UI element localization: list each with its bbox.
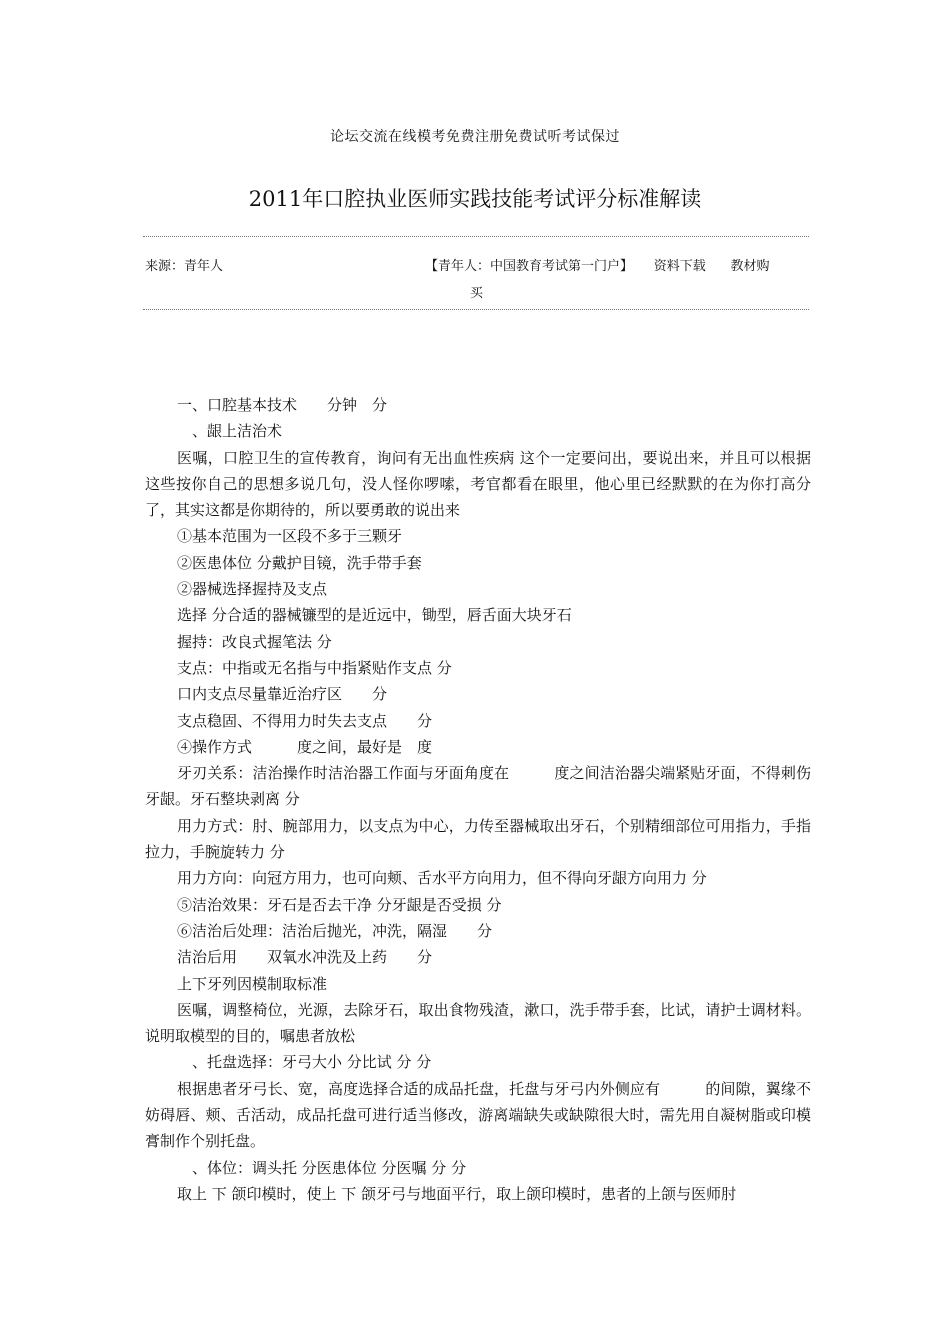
- source-label: 来源：青年人: [145, 259, 224, 274]
- meta-links: [425, 255, 810, 301]
- paragraph: 、龈上洁治术: [177, 422, 283, 441]
- buy-link-continued[interactable]: 买: [470, 286, 484, 301]
- portal-label: 【青年人：中国教育考试第一门户】: [425, 259, 634, 274]
- paragraph: 、体位：调头托 分医患体位 分医嘱 分 分: [177, 1158, 467, 1177]
- paragraph: 上下牙列因模制取标准: [177, 974, 328, 993]
- paragraph: 牙刃关系：洁治操作时洁治器工作面与牙面角度在 度之间洁治器尖端紧贴牙面，不得刺伤牙龈。牙石整块剥离 分: [145, 764, 811, 809]
- divider-top: [143, 236, 809, 237]
- paragraph: 一、口腔基本技术 分钟 分: [177, 396, 388, 414]
- top-note: 论坛交流在线模考免费注册免费试听考试保过: [330, 129, 620, 145]
- paragraph: ④操作方式 度之间，最好是 度: [177, 737, 433, 756]
- page-title: 2011年口腔执业医师实践技能考试评分标准解读: [248, 187, 702, 211]
- paragraph: 取上 下 颌印模时，使上 下 颌牙弓与地面平行，取上颌印模时，患者的上颌与医师肘: [177, 1184, 737, 1203]
- meta-row: [425, 255, 770, 274]
- paragraph: 口内支点尽量靠近治疗区 分: [177, 685, 388, 704]
- paragraph: 握持：改良式握笔法 分: [177, 632, 332, 651]
- paragraph: ⑥洁治后处理：洁治后抛光，冲洗，隔湿 分: [177, 921, 493, 940]
- paragraph: 用力方式：肘、腕部用力，以支点为中心，力传至器械取出牙石，个别精细部位可用指力，手指拉力，手腕旋转力 分: [145, 816, 811, 862]
- divider-bottom: [143, 309, 809, 310]
- paragraph: 洁治后用 双氧水冲洗及上药 分: [177, 948, 433, 967]
- paragraph: 、托盘选择：牙弓大小 分比试 分 分: [177, 1053, 432, 1072]
- download-link[interactable]: 资料下载: [653, 259, 706, 274]
- paragraph: 用力方向：向冠方用力，也可向颊、舌水平方向用力，但不得向牙龈方向用力 分: [177, 869, 707, 888]
- paragraph: ②器械选择握持及支点: [177, 580, 328, 599]
- paragraph: ⑤洁治效果：牙石是否去干净 分牙龈是否受损 分: [177, 895, 502, 914]
- buy-link[interactable]: 教材购: [730, 259, 770, 274]
- paragraph: 支点：中指或无名指与中指紧贴作支点 分: [177, 658, 452, 677]
- paragraph: ②医患体位 分戴护目镜，洗手带手套: [177, 553, 422, 572]
- paragraph: 医嘱，调整椅位，光源，去除牙石，取出食物残渣，漱口，洗手带手套，比试，请护士调材料。说明取模型的目的，嘱患者放松: [145, 1000, 811, 1046]
- article-body: [145, 392, 811, 1207]
- paragraph: 选择 分合适的器械镰型的是近远中，锄型，唇舌面大块牙石: [177, 606, 572, 625]
- paragraph: ①基本范围为一区段不多于三颗牙: [177, 527, 403, 546]
- paragraph: 医嘱，口腔卫生的宣传教育，询问有无出血性疾病 这个一定要问出，要说出来，并且可以根据这些按你自己的思想多说几句，没人怪你啰嗦，考官都看在眼里，他心里已经默默的在为你打高分了，其实这都是你期待的，所以要勇敢的说出来: [145, 448, 811, 520]
- paragraph: 根据患者牙弓长、宽，高度选择合适的成品托盘，托盘与牙弓内外侧应有 的间隙，翼缘不妨碍唇、颊、舌活动，成品托盘可进行适当修改，游离端缺失或缺隙很大时，需先用自凝树脂或印模膏制作个别托盘。: [145, 1079, 811, 1151]
- paragraph: 支点稳固、不得用力时失去支点 分: [177, 711, 433, 730]
